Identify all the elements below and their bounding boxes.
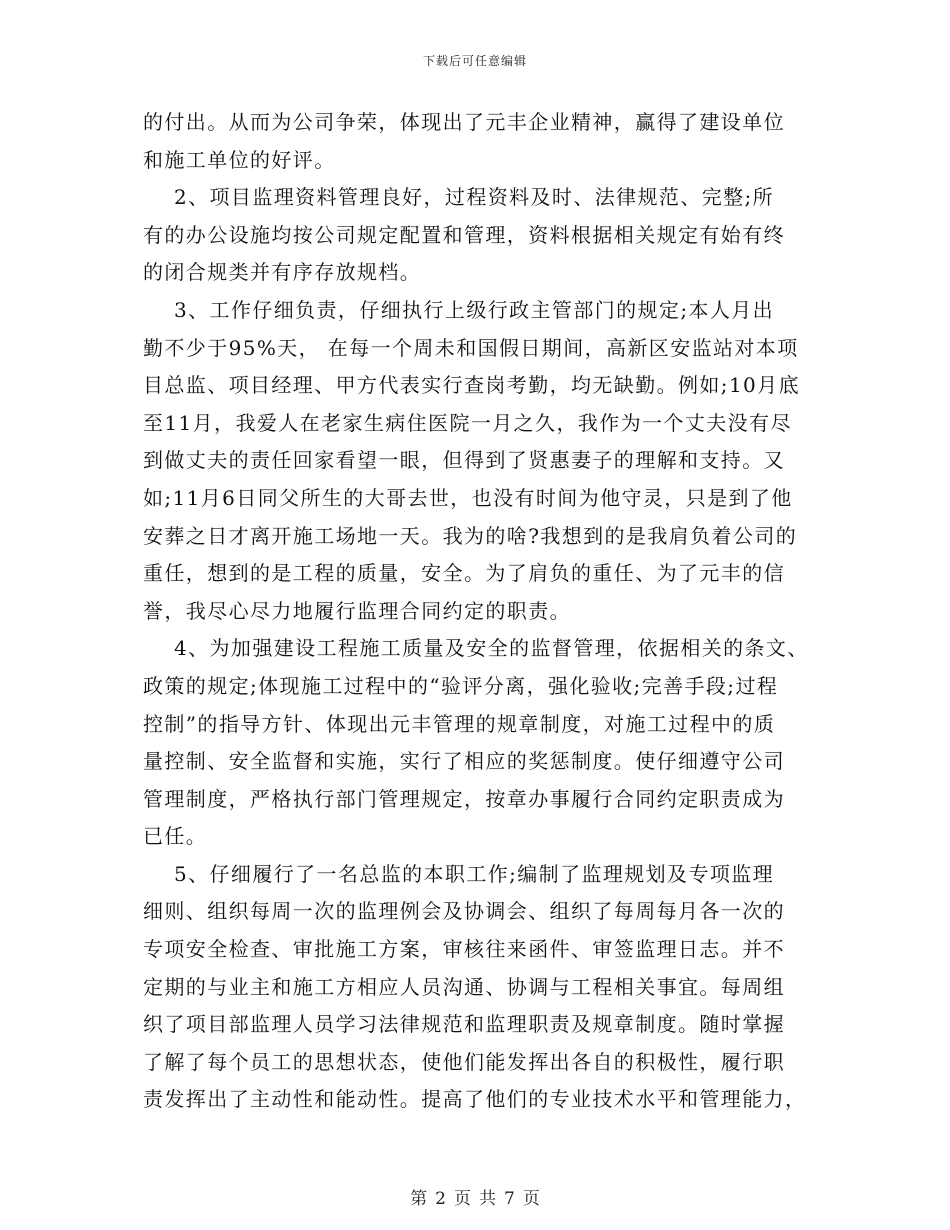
text-line: 的付出。从而为公司争荣，体现出了元丰企业精神，赢得了建设单位 bbox=[143, 110, 785, 134]
text-line: 已任。 bbox=[143, 824, 208, 849]
text-line: 的闭合规类并有序存放规档。 bbox=[143, 260, 422, 285]
text-line: 管理制度，严格执行部门管理规定，按章办事履行合同约定职责成为 bbox=[143, 786, 785, 811]
paragraph bbox=[143, 292, 823, 630]
footer-label-ye: 页 bbox=[454, 1189, 471, 1209]
paragraph bbox=[143, 104, 823, 179]
current-page-number: 2 bbox=[435, 1189, 446, 1209]
text-line: 至11月，我爱人在老家生病住医院一月之久，我作为一个丈夫没有尽 bbox=[143, 410, 792, 435]
footer-label-gong: 共 bbox=[479, 1189, 496, 1209]
text-line: 专项安全检查、审批施工方案，审核往来函件、审签监理日志。并不 bbox=[143, 937, 785, 962]
text-line: 控制”的指导方针、体现出元丰管理的规章制度，对施工过程中的质 bbox=[143, 711, 776, 736]
text-line: 织了项目部监理人员学习法律规范和监理职责及规章制度。随时掌握 bbox=[143, 1012, 785, 1037]
text-line: 2、项目监理资料管理良好，过程资料及时、法律规范、完整;所 bbox=[174, 185, 775, 210]
page-header: 下载后可任意编辑 bbox=[422, 54, 527, 68]
text-line: 如;11月6日同父所生的大哥去世，也没有时间为他守灵，只是到了他 bbox=[143, 485, 793, 510]
text-line: 4、为加强建设工程施工质量及安全的监督管理，依据相关的条文、 bbox=[174, 636, 809, 661]
paragraph bbox=[143, 630, 823, 856]
text-line: 量控制、安全监督和实施，实行了相应的奖惩制度。使仔细遵守公司 bbox=[143, 749, 785, 774]
page-footer bbox=[0, 1184, 950, 1209]
footer-label-ye-end: 页 bbox=[522, 1189, 540, 1209]
text-line: 有的办公设施均按公司规定配置和管理，资料根据相关规定有始有终 bbox=[143, 222, 785, 247]
paragraph bbox=[143, 856, 823, 1119]
text-line: 勤不少于95%天， 在每一个周未和国假日期间，高新区安监站对本项 bbox=[143, 335, 799, 360]
document-body bbox=[143, 104, 823, 1119]
text-line: 了解了每个员工的思想状态，使他们能发挥出各自的积极性，履行职 bbox=[143, 1049, 785, 1074]
text-line: 到做丈夫的责任回家看望一眼，但得到了贤惠妻子的理解和支持。又 bbox=[143, 448, 785, 473]
total-pages-number: 7 bbox=[504, 1189, 515, 1209]
text-line: 目总监、项目经理、甲方代表实行查岗考勤，均无缺勤。例如;10月底 bbox=[143, 373, 800, 398]
paragraph bbox=[143, 179, 823, 292]
text-line: 责发挥出了主动性和能动性。提高了他们的专业技术水平和管理能力， bbox=[143, 1087, 807, 1112]
text-line: 5、仔细履行了一名总监的本职工作;编制了监理规划及专项监理 bbox=[174, 861, 775, 886]
text-line: 3、工作仔细负责，仔细执行上级行政主管部门的规定;本人月出 bbox=[174, 297, 775, 322]
text-line: 和施工单位的好评。 bbox=[143, 147, 336, 172]
text-line: 政策的规定;体现施工过程中的“验评分离，强化验收;完善手段;过程 bbox=[143, 673, 779, 698]
text-line: 定期的与业主和施工方相应人员沟通、协调与工程相关事宜。每周组 bbox=[143, 974, 785, 999]
footer-label-di: 第 bbox=[410, 1189, 428, 1209]
text-line: 细则、组织每周一次的监理例会及协调会、组织了每周每月各一次的 bbox=[143, 899, 785, 924]
text-line: 誉，我尽心尽力地履行监理合同约定的职责。 bbox=[143, 598, 571, 623]
text-line: 安葬之日才离开施工场地一天。我为的啥?我想到的是我肩负着公司的 bbox=[143, 523, 798, 548]
text-line: 重任，想到的是工程的质量，安全。为了肩负的重任、为了元丰的信 bbox=[143, 561, 785, 586]
